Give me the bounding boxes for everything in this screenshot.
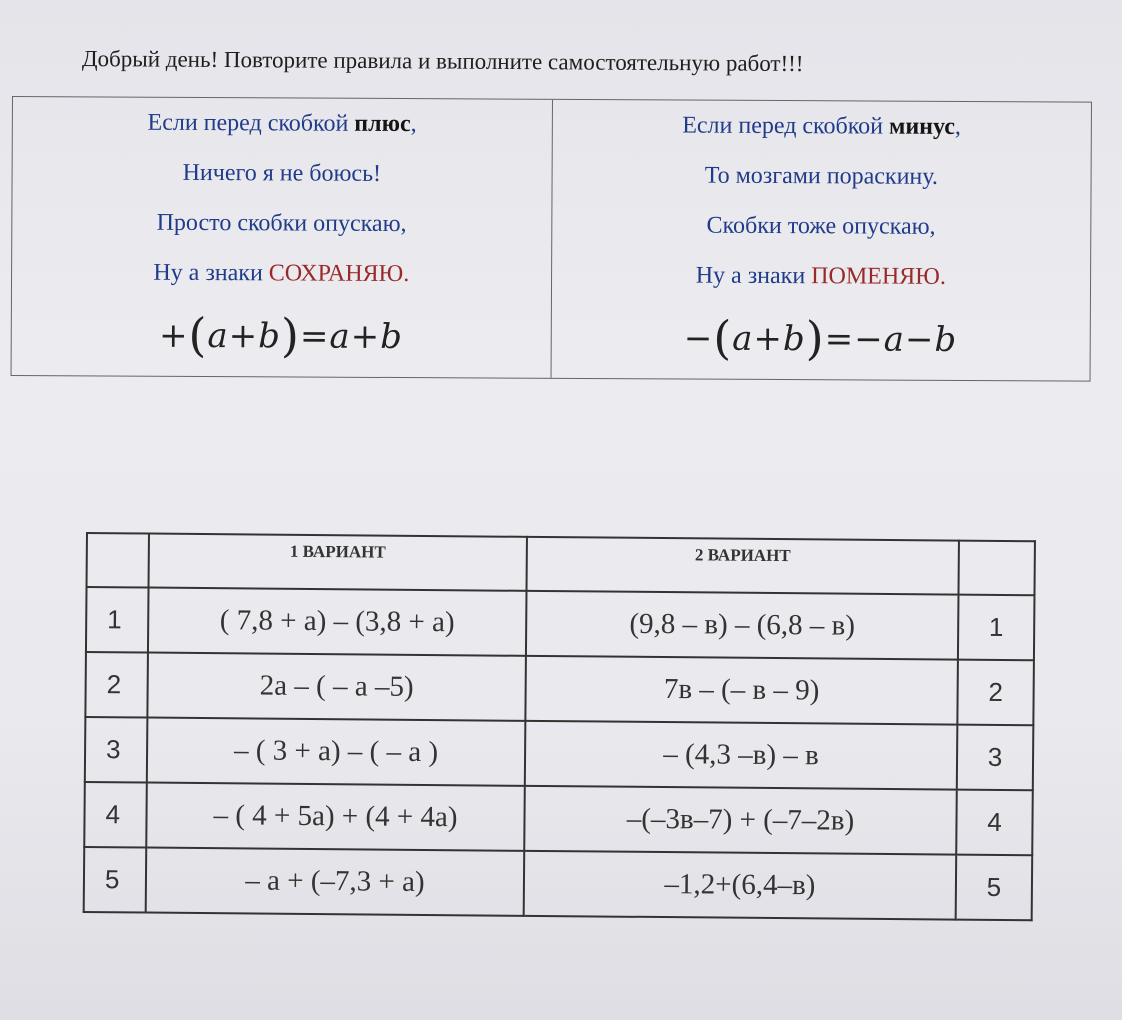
plus-rule-line-3: Просто скобки опускаю, [156,209,407,238]
variant-2-expression: 7в – (– в – 9) [525,656,958,725]
variant-2-expression: –(–3в–7) + (–7–2в) [524,786,957,855]
variant-1-expression: ( 7,8 + а) – (3,8 + а) [148,588,527,656]
minus-formula: −(a+b)=−a−b [683,310,958,366]
row-number-right: 2 [957,660,1034,726]
minus-rule-line-4: Ну а знаки ПОМЕНЯЮ. [695,262,946,290]
table-row [85,652,1034,725]
page-title: Добрый день! Повторите правила и выполните самостоятельную работ!!! [81,46,804,77]
plus-rule [12,97,552,378]
row-number-left: 4 [84,782,147,848]
variant-1-expression: – ( 4 + 5а) + (4 + 4а) [146,783,525,851]
row-number-right: 5 [956,855,1033,921]
minus-rule [550,100,1091,381]
table-row [84,782,1033,855]
table-row [86,587,1035,660]
variant-2-expression: (9,8 – в) – (6,8 – в) [526,591,959,660]
rules-table [11,96,1092,382]
plus-rule-line-4: Ну а знаки СОХРАНЯЮ. [153,259,410,288]
row-number-left: 2 [85,652,148,718]
row-number-left: 1 [86,587,149,653]
tasks-table [83,532,1036,921]
minus-rule-line-2: То мозгами пораскину. [704,162,938,190]
row-number-right: 3 [957,725,1034,791]
variant-1-expression: – ( 3 + а) – ( – а ) [147,718,526,786]
header-variant-1: 1 ВАРИАНТ [149,534,527,591]
table-row [85,717,1034,790]
row-number-right: 1 [958,595,1035,661]
header-empty-left [87,533,149,588]
variant-2-expression: –1,2+(6,4–в) [524,851,957,920]
variant-1-expression: 2а – ( – а –5) [147,653,526,721]
header-empty-right [958,541,1034,596]
plus-rule-line-2: Ничего я не боюсь! [182,159,382,187]
variant-1-expression: – а + (–7,3 + а) [146,848,525,916]
row-number-left: 3 [85,717,148,783]
header-variant-2: 2 ВАРИАНТ [527,537,959,595]
table-row [84,847,1033,920]
minus-rule-line-3: Скобки тоже опускаю, [706,212,936,240]
variant-2-expression: – (4,3 –в) – в [525,721,958,790]
row-number-right: 4 [956,790,1033,856]
minus-rule-line-1: Если перед скобкой минус, [682,112,962,140]
plus-rule-line-1: Если перед скобкой плюс, [147,109,417,138]
row-number-left: 5 [84,847,147,913]
tasks-header-row [87,533,1035,595]
plus-formula: +(a+b)=a+b [158,307,404,363]
